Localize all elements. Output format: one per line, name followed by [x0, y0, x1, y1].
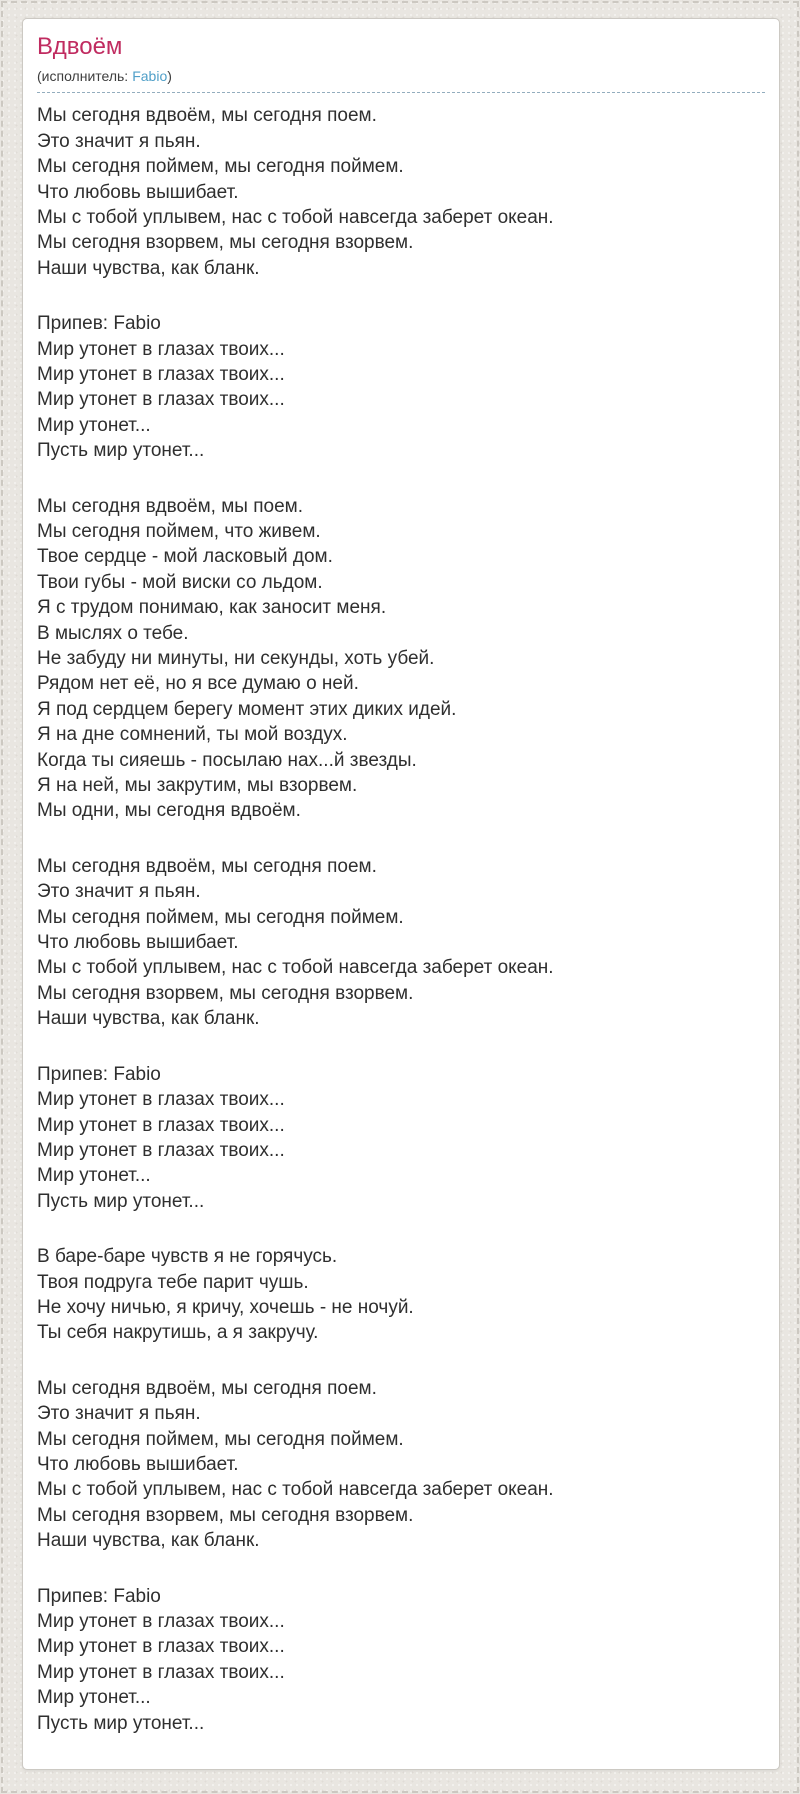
lyric-line: Мир утонет в глазах твоих...: [37, 1139, 285, 1161]
lyric-line: Рядом нет её, но я все думаю о ней.: [37, 673, 359, 695]
artist-line: [37, 68, 765, 86]
lyric-line: Это значит я пьян.: [37, 130, 201, 152]
lyric-line: Мы сегодня поймем, что живем.: [37, 520, 321, 542]
lyric-line: Наши чувства, как бланк.: [37, 1530, 260, 1552]
lyric-line: Мы сегодня вдвоём, мы сегодня поем.: [37, 855, 377, 877]
lyric-line: Наши чувства, как бланк.: [37, 257, 260, 279]
lyric-line: Мир утонет в глазах твоих...: [37, 363, 285, 385]
lyric-line: Припев: Fabio: [37, 1585, 161, 1607]
lyric-line: Наши чувства, как бланк.: [37, 1008, 260, 1030]
stanza: [37, 494, 765, 824]
lyric-line: Пусть мир утонет...: [37, 1190, 205, 1212]
lyric-line: Припев: Fabio: [37, 313, 161, 335]
lyric-line: Это значит я пьян.: [37, 1403, 201, 1425]
lyric-line: Твоя подруга тебе парит чушь.: [37, 1271, 309, 1293]
lyric-line: Мы с тобой уплывем, нас с тобой навсегда заберет океан.: [37, 206, 554, 228]
stanza: [37, 854, 765, 1032]
stanza: [37, 1376, 765, 1554]
lyric-line: Это значит я пьян.: [37, 881, 201, 903]
lyric-line: Пусть мир утонет...: [37, 440, 205, 462]
lyric-line: Мы с тобой уплывем, нас с тобой навсегда заберет океан.: [37, 1479, 554, 1501]
lyric-line: Мир утонет...: [37, 1165, 151, 1187]
lyric-line: Что любовь вышибает.: [37, 1453, 239, 1475]
lyric-line: Что любовь вышибает.: [37, 181, 239, 203]
stanza: [37, 1062, 765, 1214]
lyric-line: Что любовь вышибает.: [37, 932, 239, 954]
artist-close-paren: ): [167, 67, 172, 84]
lyric-line: Я на ней, мы закрутим, мы взорвем.: [37, 775, 358, 797]
lyric-line: Мы сегодня вдвоём, мы сегодня поем.: [37, 105, 377, 127]
lyric-line: Мир утонет в глазах твоих...: [37, 1114, 285, 1136]
stanza: [37, 311, 765, 463]
stanza: [37, 1244, 765, 1346]
lyric-line: Мир утонет...: [37, 414, 151, 436]
lyric-line: Мир утонет...: [37, 1687, 151, 1709]
lyric-line: Мир утонет в глазах твоих...: [37, 1636, 285, 1658]
lyric-line: Ты себя накрутишь, а я закручу.: [37, 1322, 319, 1344]
stanza: [37, 1584, 765, 1736]
lyric-line: Мы сегодня поймем, мы сегодня поймем.: [37, 906, 404, 928]
lyric-line: Не забуду ни минуты, ни секунды, хоть убей.: [37, 648, 435, 670]
lyric-line: Когда ты сияешь - посылаю нах...й звезды.: [37, 749, 417, 771]
lyric-line: Припев: Fabio: [37, 1063, 161, 1085]
lyric-line: Мир утонет в глазах твоих...: [37, 338, 285, 360]
lyric-line: Мир утонет в глазах твоих...: [37, 1611, 285, 1633]
lyric-line: Я на дне сомнений, ты мой воздух.: [37, 724, 348, 746]
lyrics: [37, 103, 765, 1736]
lyric-line: Мы одни, мы сегодня вдвоём.: [37, 800, 301, 822]
lyric-line: Пусть мир утонет...: [37, 1712, 205, 1734]
song-header: [37, 33, 765, 93]
lyric-line: Мир утонет в глазах твоих...: [37, 1089, 285, 1111]
lyric-line: Твое сердце - мой ласковый дом.: [37, 546, 333, 568]
lyric-line: Мы сегодня вдвоём, мы поем.: [37, 495, 303, 517]
lyrics-card: [22, 18, 780, 1770]
artist-link[interactable]: Fabio: [132, 67, 168, 84]
lyric-line: Мы сегодня взорвем, мы сегодня взорвем.: [37, 232, 414, 254]
lyric-line: Мы сегодня взорвем, мы сегодня взорвем.: [37, 1504, 414, 1526]
lyric-line: Мы сегодня поймем, мы сегодня поймем.: [37, 156, 404, 178]
lyric-line: Мир утонет в глазах твоих...: [37, 389, 285, 411]
lyric-line: Не хочу ничью, я кричу, хочешь - не ночуй.: [37, 1296, 414, 1318]
lyric-line: Мы сегодня вдвоём, мы сегодня поем.: [37, 1377, 377, 1399]
song-title: Вдвоём: [37, 33, 123, 60]
lyric-line: Мир утонет в глазах твоих...: [37, 1661, 285, 1683]
lyric-line: Мы с тобой уплывем, нас с тобой навсегда заберет океан.: [37, 957, 554, 979]
lyric-line: Мы сегодня взорвем, мы сегодня взорвем.: [37, 982, 414, 1004]
lyric-line: В баре-баре чувств я не горячусь.: [37, 1246, 338, 1268]
lyric-line: В мыслях о тебе.: [37, 622, 189, 644]
artist-label: (исполнитель:: [37, 67, 129, 84]
lyric-line: Я с трудом понимаю, как заносит меня.: [37, 597, 387, 619]
lyric-line: Мы сегодня поймем, мы сегодня поймем.: [37, 1428, 404, 1450]
lyric-line: Твои губы - мой виски со льдом.: [37, 571, 323, 593]
stanza: [37, 103, 765, 281]
lyric-line: Я под сердцем берегу момент этих диких идей.: [37, 698, 457, 720]
